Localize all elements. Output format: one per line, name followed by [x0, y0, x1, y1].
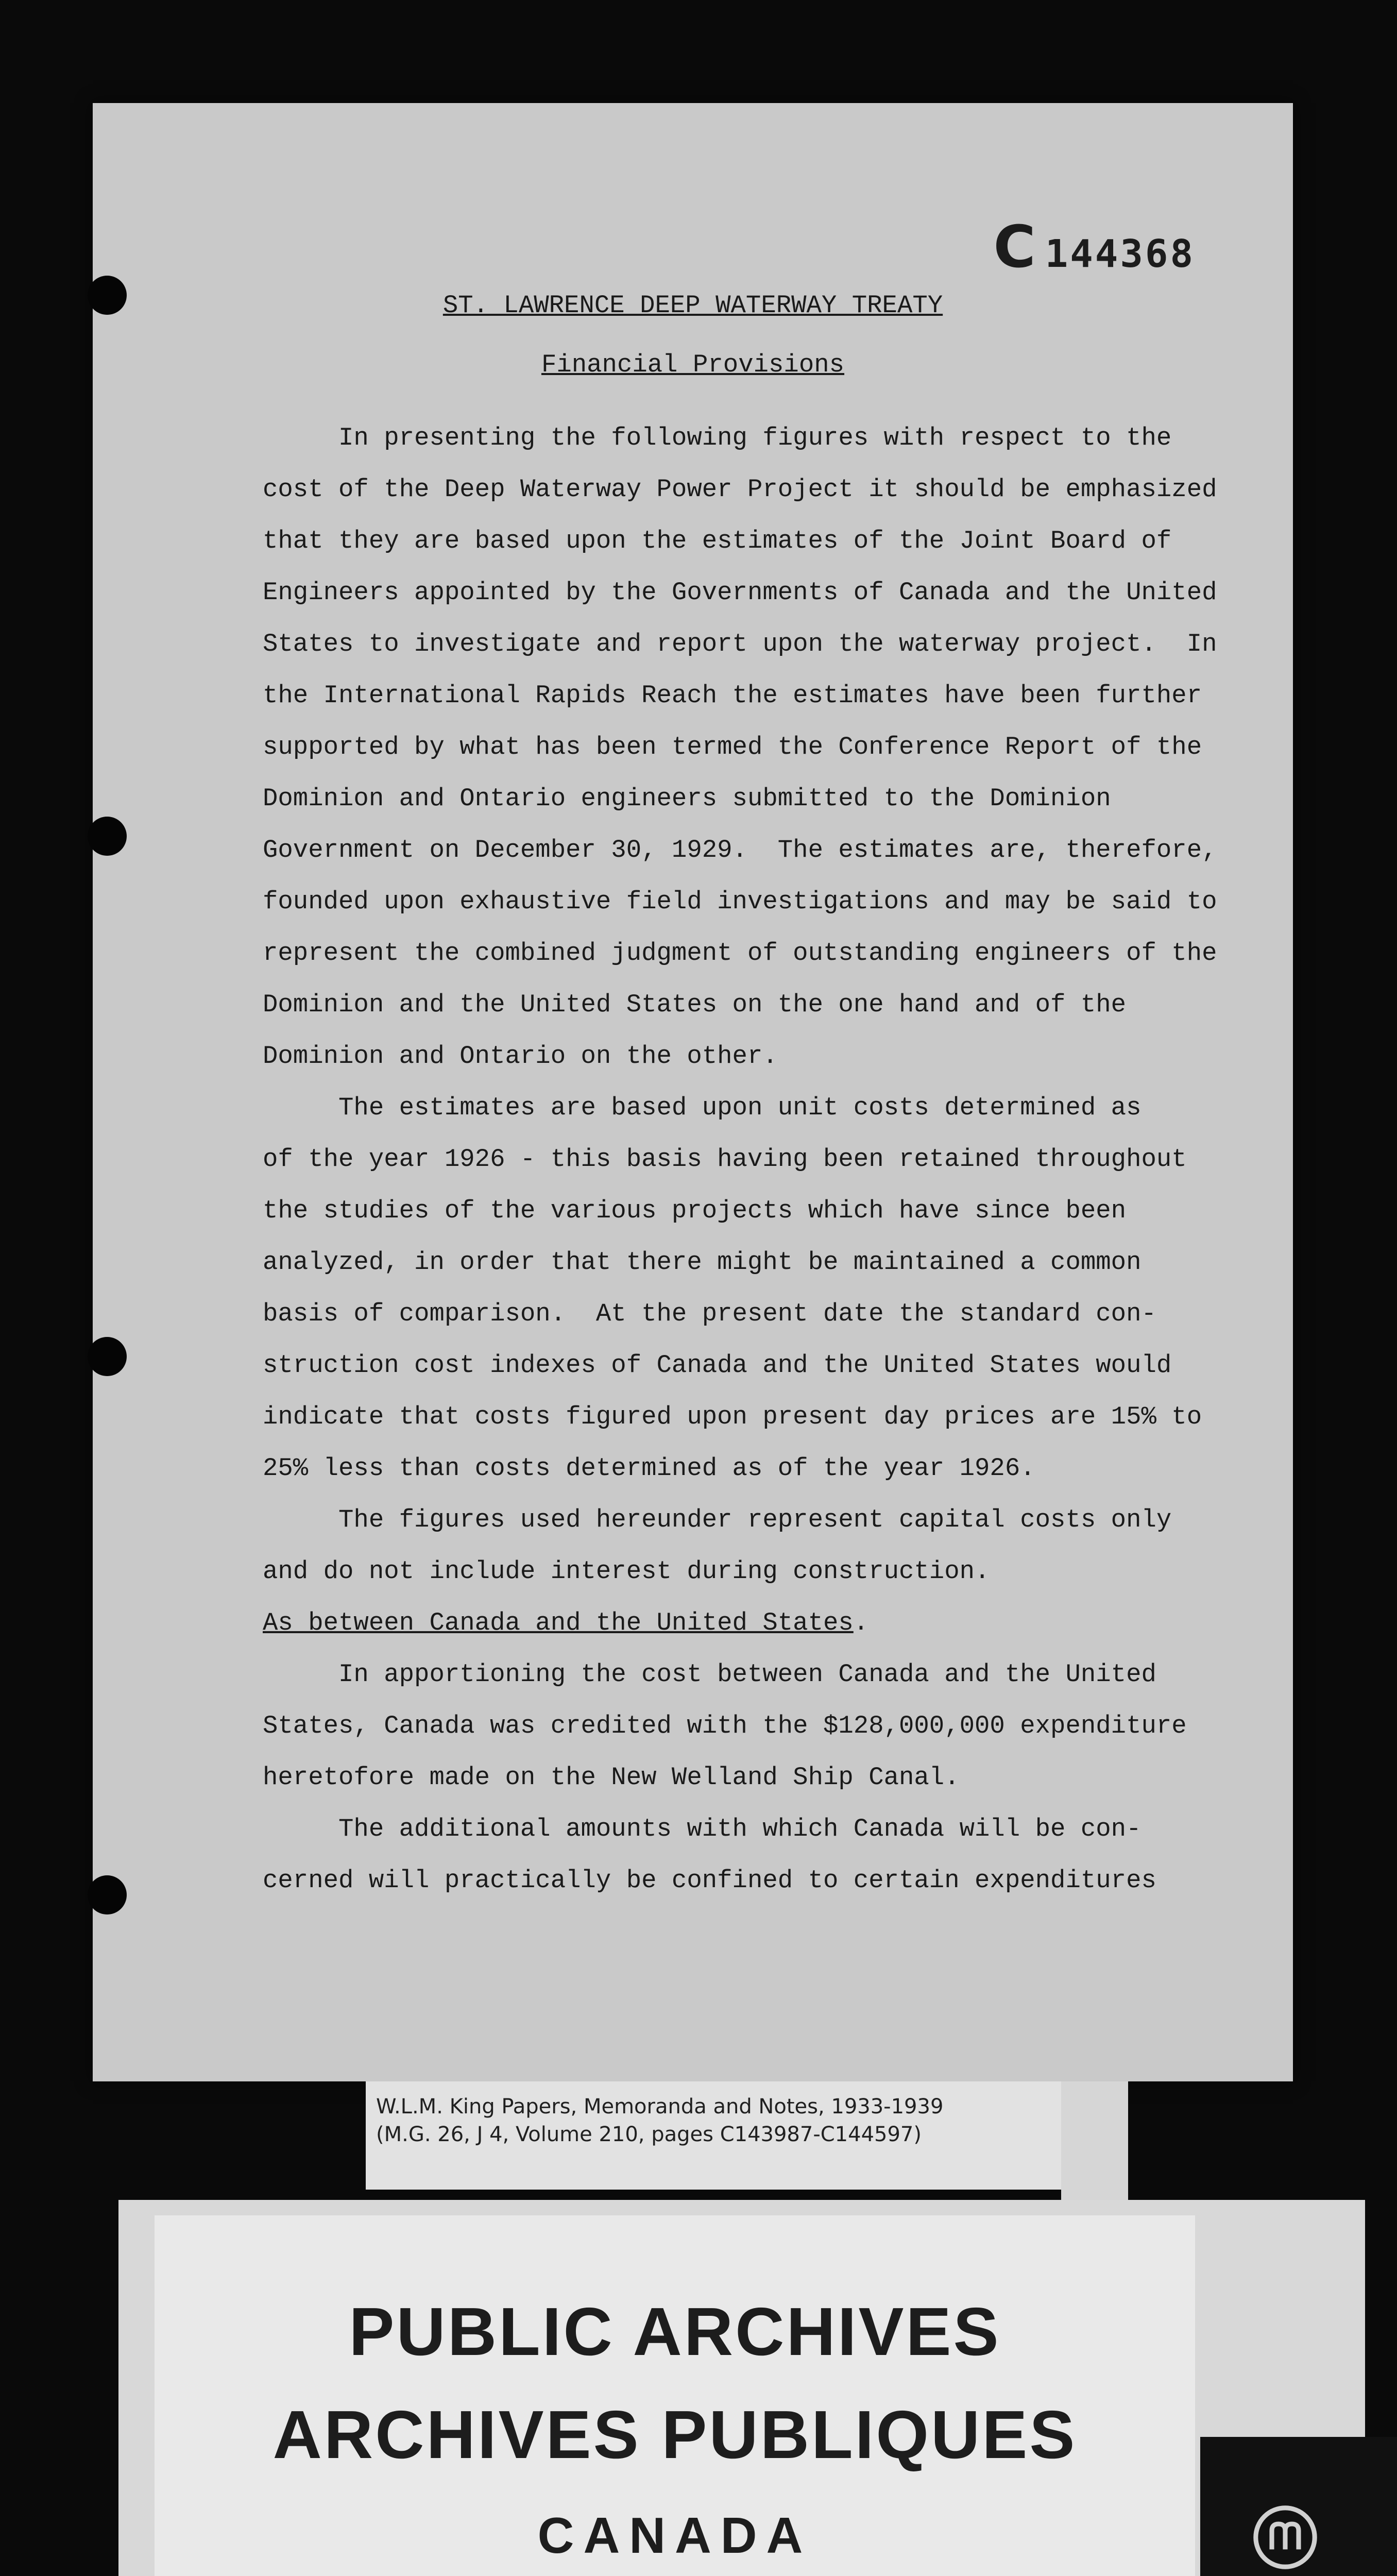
archive-caption	[366, 2081, 1077, 2190]
body-line: represent the combined judgment of outstanding engineers of the	[263, 939, 1217, 968]
body-line: Engineers appointed by the Governments of Canada and the United	[263, 578, 1217, 607]
document-title: ST. LAWRENCE DEEP WATERWAY TREATY	[442, 291, 943, 320]
body-line: Dominion and the United States on the one hand and of the	[263, 990, 1127, 1019]
body-line: that they are based upon the estimates of the Joint Board of	[263, 527, 1172, 555]
caption-tape	[1061, 2081, 1128, 2200]
body-text	[263, 412, 1217, 1597]
body-line: Dominion and Ontario on the other.	[263, 1042, 778, 1071]
body-line: founded upon exhaustive field investigations and may be said to	[263, 887, 1217, 916]
body-line: 25% less than costs determined as of the year 1926.	[263, 1454, 1035, 1483]
archive-label-line-3: CANADA	[537, 2507, 812, 2564]
caption-line-2: (M.G. 26, J 4, Volume 210, pages C143987-C144597)	[376, 2123, 922, 2146]
body-line: the studies of the various projects which have since been	[263, 1196, 1127, 1225]
archive-label-line-2: ARCHIVES PUBLIQUES	[272, 2397, 1077, 2472]
body-line: The figures used hereunder represent capital costs only	[263, 1505, 1172, 1534]
body-line: indicate that costs figured upon present day prices are 15% to	[263, 1402, 1202, 1431]
punch-hole-2	[88, 817, 127, 856]
document-page	[93, 103, 1293, 2081]
body-line: supported by what has been termed the Conference Report of the	[263, 733, 1202, 761]
body-after-line: In apportioning the cost between Canada and the United	[263, 1660, 1156, 1689]
body-line: basis of comparison. At the present date the standard con-	[263, 1299, 1156, 1328]
body-line: and do not include interest during construction.	[263, 1557, 990, 1586]
microfilm-logo-icon	[1252, 2504, 1319, 2571]
body-line: the International Rapids Reach the estimates have been further	[263, 681, 1202, 710]
body-after-line: The additional amounts with which Canada will be con-	[263, 1815, 1142, 1843]
reference-number: C 144368	[993, 214, 1195, 281]
punch-hole-3	[88, 1337, 127, 1376]
body-line: Government on December 30, 1929. The estimates are, therefore,	[263, 836, 1217, 865]
section-heading: As between Canada and the United States.	[263, 1608, 869, 1637]
punch-hole-4	[88, 1875, 127, 1914]
body-line: Dominion and Ontario engineers submitted to the Dominion	[263, 784, 1111, 813]
caption-line-1: W.L.M. King Papers, Memoranda and Notes, 1933-1939	[376, 2095, 944, 2119]
body-after-line: heretofore made on the New Welland Ship Canal.	[263, 1763, 960, 1792]
body-line: struction cost indexes of Canada and the United States would	[263, 1351, 1172, 1380]
body-line: The estimates are based upon unit costs determined as	[263, 1093, 1142, 1122]
archive-label-line-1: PUBLIC ARCHIVES	[349, 2294, 1001, 2369]
body-line: States to investigate and report upon the waterway project. In	[263, 630, 1217, 658]
body-after-line: States, Canada was credited with the $128,000,000 expenditure	[263, 1711, 1187, 1740]
document-subtitle: Financial Provisions	[541, 350, 845, 379]
body-line: analyzed, in order that there might be maintained a common	[263, 1248, 1142, 1277]
body-after-line: cerned will practically be confined to certain expenditures	[263, 1866, 1156, 1895]
body-line: cost of the Deep Waterway Power Project it should be emphasized	[263, 475, 1217, 504]
body-line: of the year 1926 - this basis having been retained throughout	[263, 1145, 1187, 1174]
body-text-continued	[263, 1649, 1187, 1906]
archive-label	[155, 2215, 1195, 2576]
body-line: In presenting the following figures with respect to the	[263, 423, 1172, 452]
